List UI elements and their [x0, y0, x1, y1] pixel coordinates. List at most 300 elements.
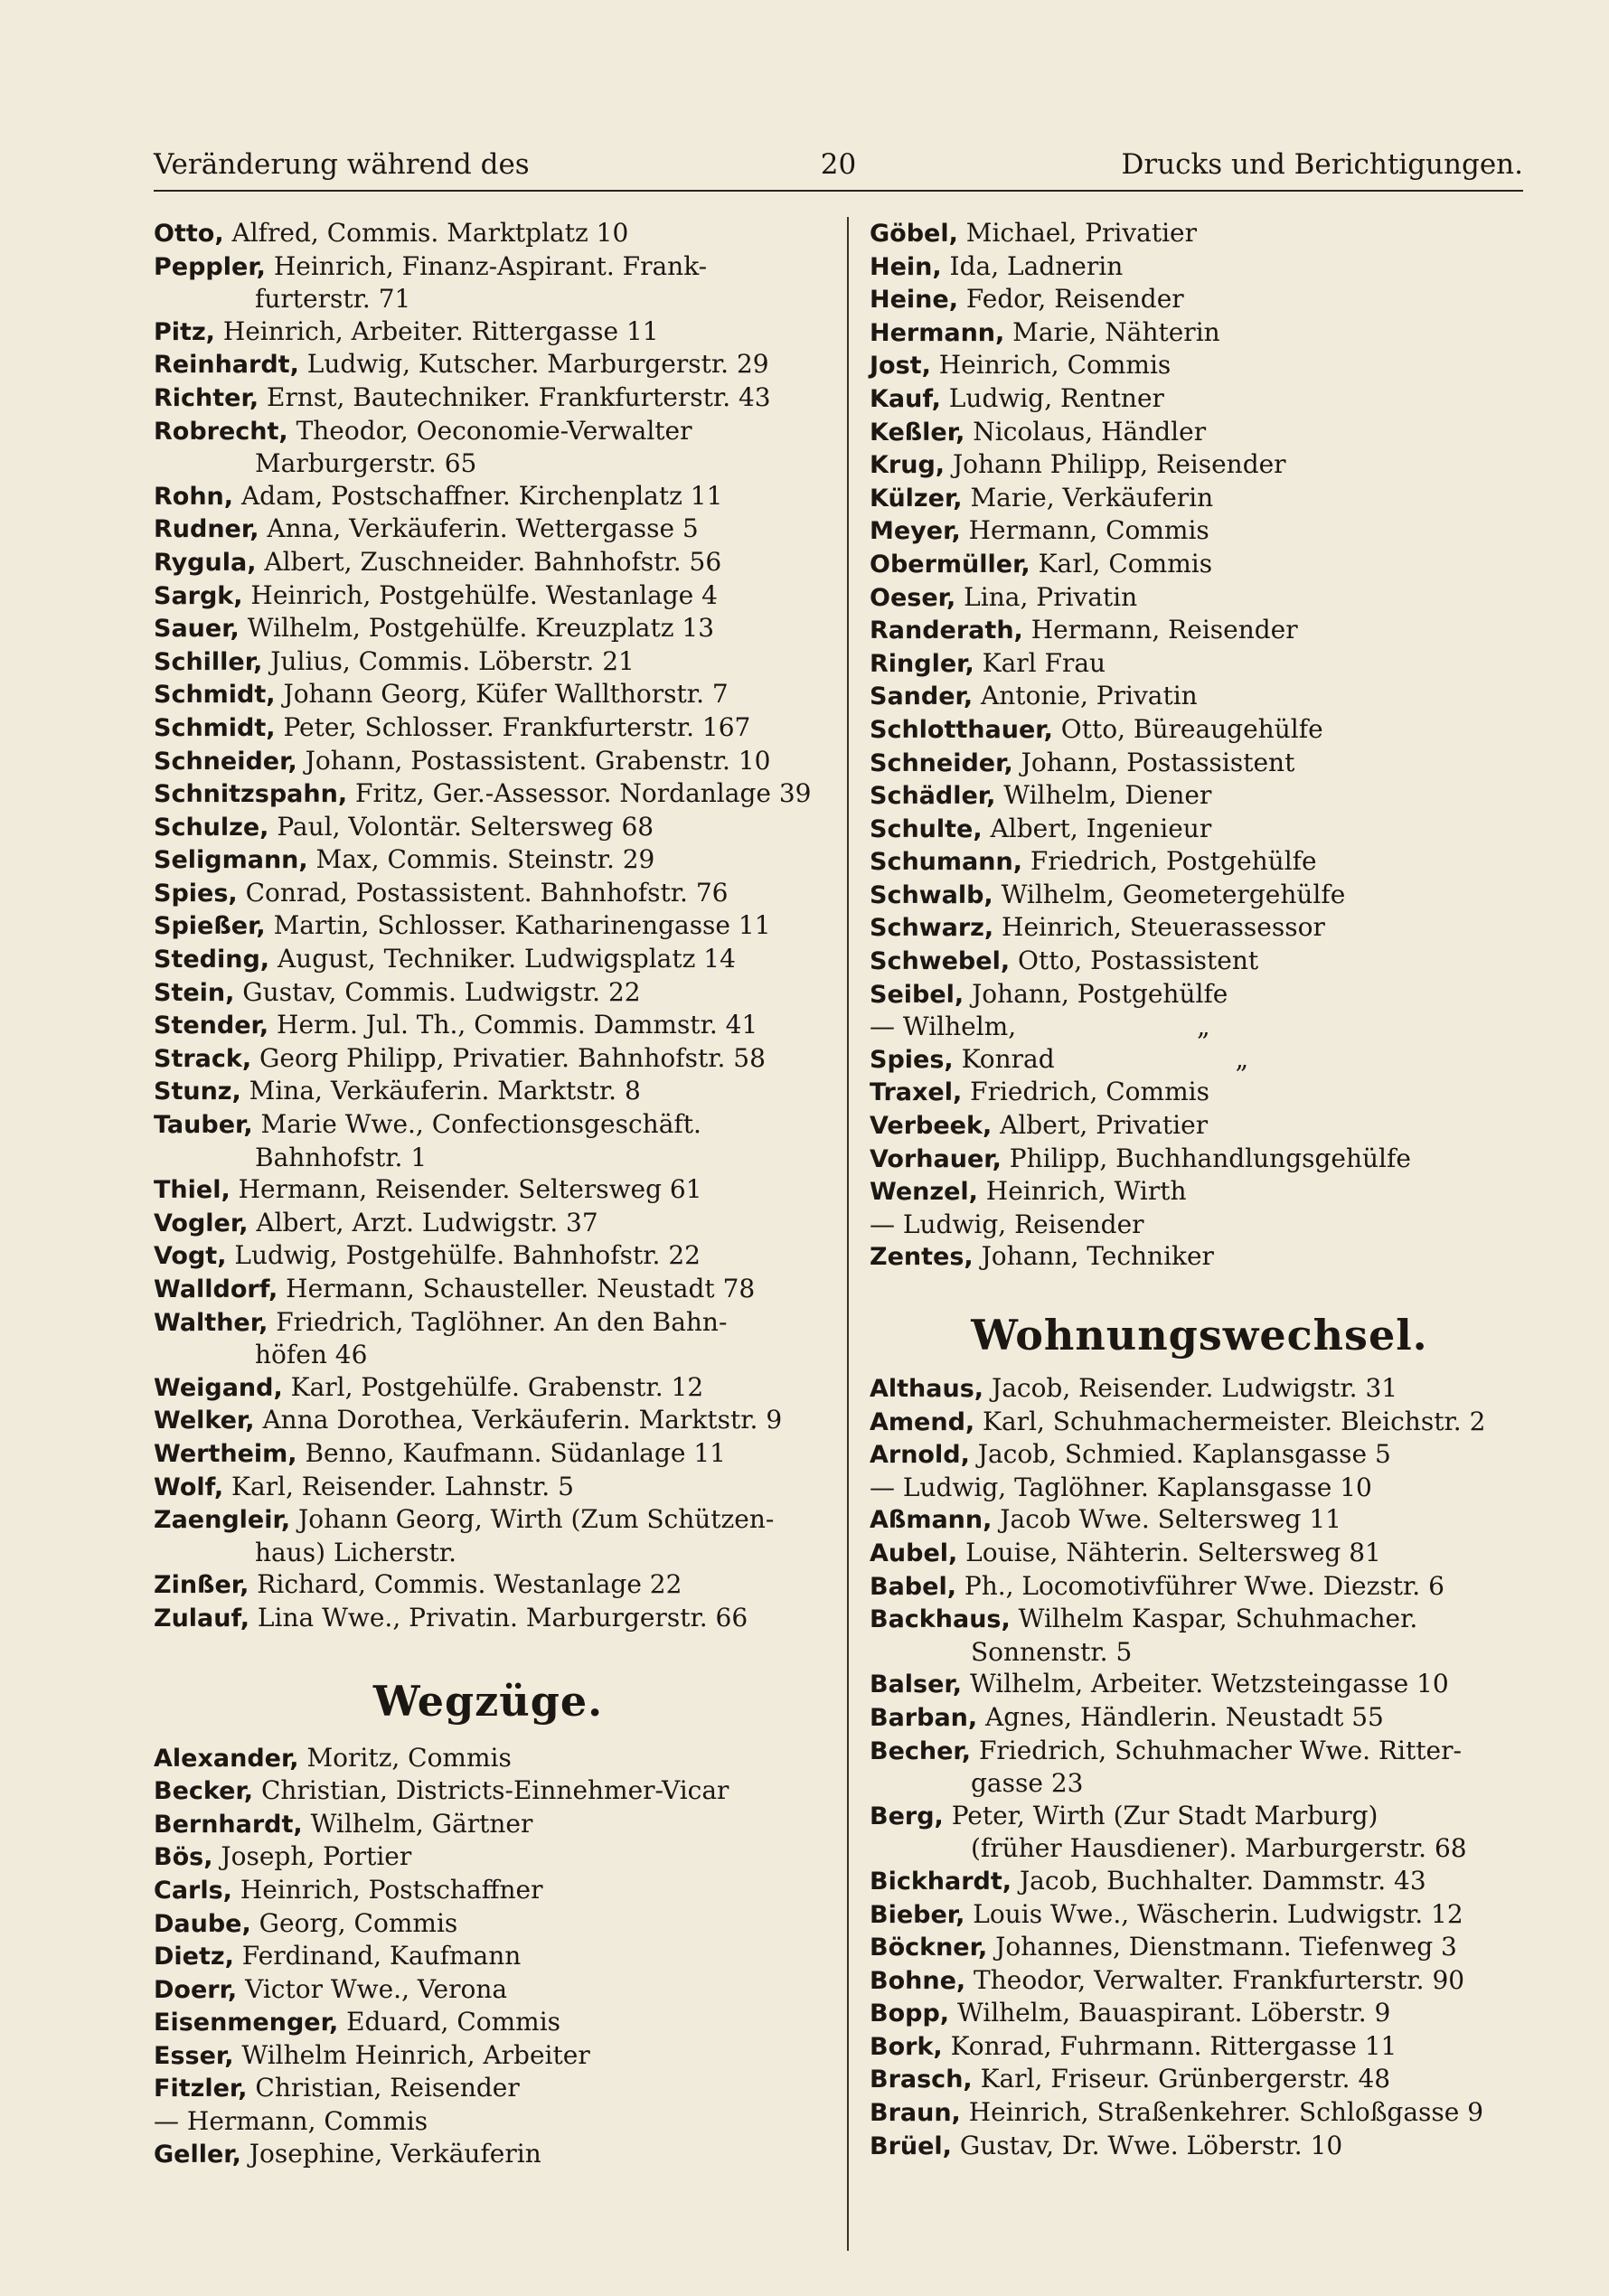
list-item [870, 1800, 1529, 1833]
list-item [870, 779, 1529, 813]
entry-details: Victor Wwe., Verona [237, 1973, 508, 2004]
entry-surname: Reinhardt, [154, 351, 299, 380]
entry-details: Johann Georg, Wirth (Zum Schützen- [290, 1504, 775, 1535]
entry-details: Hermann, Commis [960, 515, 1209, 546]
entry-surname: Doerr, [154, 1975, 238, 2004]
entry-details: Theodor, Oeconomie-Verwalter [287, 415, 692, 446]
entry-surname: Heine, [870, 286, 958, 315]
entry-surname: Wenzel, [870, 1178, 978, 1207]
entry-details: Friedrich, Schuhmacher Wwe. Ritter- [971, 1735, 1462, 1765]
entry-details: Albert, Ingenieur [982, 813, 1212, 843]
list-item [154, 1602, 823, 1635]
entry-surname: Bohne, [870, 1966, 966, 1995]
list-item [154, 1874, 823, 1907]
entry-surname: Althaus, [870, 1375, 984, 1403]
list-item [870, 1898, 1529, 1932]
entry-surname: Obermüller, [870, 550, 1030, 579]
entry-surname: Sauer, [154, 615, 240, 644]
list-item [870, 1209, 1529, 1241]
list-item [870, 1701, 1529, 1735]
entry-continuation: höfen 46 [255, 1340, 368, 1370]
entry-surname: Stender, [154, 1012, 269, 1040]
entry-surname: Becher, [870, 1736, 972, 1765]
entry-surname: Alexander, [154, 1744, 299, 1773]
list-item [154, 1009, 823, 1042]
entry-details: Adam, Postschaffner. Kirchenplatz 11 [233, 480, 723, 511]
entry-details: Karl, Friseur. Grünbergerstr. 48 [972, 2064, 1391, 2094]
entry-details: Hermann, Reisender. Seltersweg 61 [230, 1174, 702, 1205]
header-left: Veränderung während des [154, 148, 530, 181]
entry-details: — Wilhelm, [870, 1012, 1017, 1042]
entry-details: Albert, Privatier [992, 1110, 1209, 1141]
entry-surname: Stein, [154, 978, 235, 1007]
entry-continuation: gasse 23 [971, 1768, 1084, 1799]
entry-details: Heinrich, Postgehülfe. Westanlage 4 [242, 579, 718, 610]
entry-details: Heinrich, Steuerassessor [993, 912, 1325, 943]
entry-details: Conrad, Postassistent. Bahnhofstr. 76 [237, 877, 729, 908]
entry-surname: Robrecht, [154, 417, 288, 446]
list-item [870, 1372, 1529, 1406]
list-item [154, 777, 823, 811]
list-item [870, 548, 1529, 581]
entry-surname: Spies, [154, 879, 238, 908]
entry-surname: Backhaus, [870, 1605, 1011, 1634]
entry-continuation: Bahnhofstr. 1 [255, 1142, 428, 1172]
entry-surname: Schnitzspahn, [154, 780, 348, 809]
entry-surname: Arnold, [870, 1441, 970, 1470]
entry-surname: Zulauf, [154, 1604, 250, 1633]
entry-details: Philipp, Buchhandlungsgehülfe [1001, 1143, 1411, 1173]
entry-surname: Geller, [154, 2140, 241, 2169]
entry-details: Albert, Zuschneider. Bahnhofstr. 56 [256, 546, 722, 577]
entry-details: Jacob, Reisender. Ludwigstr. 31 [983, 1373, 1398, 1403]
list-item [154, 2105, 823, 2138]
list-item [154, 1568, 823, 1602]
list-item [154, 381, 823, 415]
entry-surname: Schiller, [154, 647, 263, 676]
entry-surname: Bös, [154, 1843, 213, 1872]
entry-surname: Schwarz, [870, 914, 994, 943]
column-divider [847, 217, 849, 2251]
list-item [870, 614, 1529, 647]
list-item [870, 416, 1529, 449]
entry-details: Lina, Privatin [955, 581, 1138, 612]
entry-surname: Hermann, [870, 318, 1005, 347]
entry-surname: Rudner, [154, 515, 259, 544]
list-item [870, 1011, 1529, 1043]
entry-details: Julius, Commis. Löberstr. 21 [262, 645, 635, 676]
entry-surname: Daube, [154, 1909, 251, 1938]
list-item [154, 1503, 823, 1537]
entry-details: Theodor, Verwalter. Frankfurterstr. 90 [965, 1964, 1465, 1995]
entry-details: Jacob, Buchhalter. Dammstr. 43 [1012, 1865, 1426, 1896]
list-item [870, 1735, 1529, 1768]
entry-surname: Bickhardt, [870, 1867, 1012, 1896]
entry-surname: Oeser, [870, 583, 956, 612]
list-item [870, 2063, 1529, 2096]
right-entry-list [870, 217, 1529, 1274]
entry-details: Peter, Wirth (Zur Stadt Marburg) [943, 1800, 1378, 1830]
entry-surname: Balser, [870, 1670, 963, 1699]
list-item [870, 1472, 1529, 1504]
list-item [154, 513, 823, 546]
entry-surname: Strack, [154, 1044, 252, 1073]
header-right: Drucks und Berichtigungen. [1121, 148, 1523, 181]
entry-details: Johann Georg, Küfer Wallthorstr. 7 [275, 679, 729, 710]
entry-surname: Welker, [154, 1407, 255, 1435]
entry-details: Karl, Postgehülfe. Grabenstr. 12 [282, 1371, 704, 1402]
entry-details: Anna Dorothea, Verkäuferin. Marktstr. 9 [254, 1405, 783, 1435]
entry-details: Friedrich, Postgehülfe [1021, 846, 1317, 877]
entry-details: Karl, Schuhmachermeister. Bleichstr. 2 [974, 1406, 1486, 1436]
entry-details: Peter, Schlosser. Frankfurterstr. 167 [275, 711, 751, 742]
list-item [870, 1143, 1529, 1176]
entry-details: Wilhelm, Bauaspirant. Löberstr. 9 [949, 1998, 1391, 2028]
entry-surname: Eisenmenger, [154, 2009, 339, 2037]
entry-surname: Weigand, [154, 1373, 283, 1402]
entry-details: Wilhelm Heinrich, Arbeiter [233, 2039, 590, 2070]
entry-details: Heinrich, Arbeiter. Rittergasse 11 [214, 315, 659, 346]
entry-details: Christian, Districts-Einnehmer-Vicar [253, 1775, 729, 1806]
list-item [154, 2138, 823, 2171]
entry-surname: Braun, [870, 2099, 961, 2128]
entry-surname: Schädler, [870, 782, 996, 811]
entry-details: Georg Philipp, Privatier. Bahnhofstr. 58 [251, 1042, 766, 1073]
list-item [870, 1043, 1529, 1077]
list-item [154, 1774, 823, 1808]
entry-details: Gustav, Dr. Wwe. Löberstr. 10 [951, 2130, 1343, 2160]
list-item [154, 1973, 823, 2007]
list-item [870, 349, 1529, 382]
list-item [870, 382, 1529, 416]
entry-surname: Vogler, [154, 1209, 249, 1237]
right-column [870, 217, 1529, 2162]
entry-surname: Jost, [870, 352, 931, 381]
list-item [870, 713, 1529, 747]
entry-surname: Vogt, [154, 1242, 227, 1271]
list-item [154, 943, 823, 976]
list-item [154, 678, 823, 711]
entry-surname: Zentes, [870, 1243, 974, 1272]
entry-details: Ludwig, Postgehülfe. Bahnhofstr. 22 [226, 1240, 701, 1271]
entry-surname: Tauber, [154, 1111, 253, 1140]
list-item [870, 845, 1529, 879]
entry-surname: Zaengleir, [154, 1506, 291, 1535]
entry-details: Konrad [953, 1043, 1055, 1074]
entry-surname: Steding, [154, 946, 270, 974]
entry-details: Max, Commis. Steinstr. 29 [307, 844, 655, 875]
list-item [870, 283, 1529, 316]
list-item [870, 581, 1529, 615]
entry-details: Marie, Nähterin [1004, 316, 1220, 347]
entry-details: Johann, Postassistent. Grabenstr. 10 [296, 745, 771, 776]
list-item [870, 448, 1529, 482]
list-item [870, 945, 1529, 978]
list-item [154, 546, 823, 579]
entry-surname: Otto, [154, 220, 224, 248]
entry-details: Fedor, Reisender [957, 284, 1184, 315]
entry-details: Johann, Postassistent [1012, 747, 1295, 777]
entry-details: Alfred, Commis. Marktplatz 10 [223, 218, 629, 248]
list-item [154, 976, 823, 1010]
list-item [154, 1742, 823, 1775]
ditto-mark: „ [1235, 1043, 1249, 1074]
list-item [870, 1240, 1529, 1274]
entry-details: Antonie, Privatin [973, 681, 1198, 711]
list-item [154, 1173, 823, 1207]
list-item [154, 2006, 823, 2039]
entry-details: Johannes, Dienstmann. Tiefenweg 3 [987, 1932, 1457, 1962]
entry-details: Michael, Privatier [957, 218, 1197, 248]
entry-continuation: Sonnenstr. 5 [971, 1636, 1133, 1667]
entry-details: Herm. Jul. Th., Commis. Dammstr. 41 [268, 1010, 758, 1040]
entry-surname: Keßler, [870, 418, 965, 447]
list-item [154, 843, 823, 877]
list-item [154, 315, 823, 349]
list-item [154, 1371, 823, 1405]
list-item [870, 747, 1529, 780]
list-item [870, 978, 1529, 1012]
entry-details: Paul, Volontär. Seltersweg 68 [268, 811, 654, 842]
list-item [870, 1175, 1529, 1209]
list-item [154, 877, 823, 910]
list-item [870, 217, 1529, 250]
entry-details: — Ludwig, Taglöhner. Kaplansgasse 10 [870, 1472, 1372, 1502]
list-item [154, 1207, 823, 1240]
list-item [870, 1406, 1529, 1439]
list-item [870, 1438, 1529, 1472]
list-item [870, 2096, 1529, 2130]
entry-surname: Schlotthauer, [870, 715, 1053, 744]
entry-details: — Ludwig, Reisender [870, 1209, 1144, 1239]
entry-details: August, Techniker. Ludwigsplatz 14 [269, 944, 736, 974]
entry-details: Christian, Reisender [247, 2073, 520, 2103]
entry-surname: Becker, [154, 1777, 254, 1806]
entry-details: Karl, Reisender. Lahnstr. 5 [223, 1471, 574, 1501]
entry-details: Agnes, Händlerin. Neustadt 55 [977, 1701, 1384, 1732]
entry-surname: Wolf, [154, 1473, 224, 1501]
list-item [870, 1537, 1529, 1570]
list-item [870, 680, 1529, 713]
entry-details: Ph., Locomotivführer Wwe. Diezstr. 6 [955, 1570, 1444, 1601]
entry-surname: Kauf, [870, 384, 941, 413]
entry-surname: Barban, [870, 1703, 978, 1732]
entry-details: Karl, Commis [1030, 548, 1213, 579]
list-item [870, 813, 1529, 846]
entry-continuation: furterstr. 71 [255, 284, 411, 315]
entry-details: Moritz, Commis [298, 1742, 512, 1773]
ditto-mark: „ [1197, 1012, 1210, 1042]
entry-details: Ernst, Bautechniker. Frankfurterstr. 43 [259, 381, 771, 412]
entry-details: Wilhelm, Arbeiter. Wetzsteingasse 10 [962, 1669, 1449, 1699]
entry-details: Mina, Verkäuferin. Marktstr. 8 [240, 1076, 641, 1106]
wegzuege-list [154, 1742, 823, 2171]
list-item [154, 1808, 823, 1841]
entry-surname: Aubel, [870, 1539, 958, 1567]
list-item [154, 811, 823, 844]
list-item [154, 711, 823, 745]
entry-details: Otto, Postassistent [1010, 946, 1259, 976]
list-item [870, 911, 1529, 945]
entry-surname: Böckner, [870, 1934, 988, 1962]
list-item [870, 879, 1529, 912]
entry-surname: Ringler, [870, 649, 974, 678]
list-item [870, 482, 1529, 515]
entry-surname: Schmidt, [154, 713, 276, 742]
list-item [154, 1940, 823, 1973]
entry-details: Joseph, Portier [212, 1841, 412, 1872]
left-entry-list [154, 217, 823, 1635]
list-item [154, 250, 823, 284]
entry-surname: Richter, [154, 383, 259, 412]
list-item [870, 1865, 1529, 1898]
entry-surname: Aßmann, [870, 1506, 993, 1535]
entry-surname: Göbel, [870, 220, 958, 248]
entry-surname: Schulte, [870, 814, 983, 843]
entry-surname: Schneider, [870, 748, 1013, 777]
entry-details: Ferdinand, Kaufmann [233, 1941, 522, 1971]
entry-surname: Bork, [870, 2032, 943, 2061]
entry-details: Wilhelm, Gärtner [302, 1808, 533, 1839]
entry-surname: Schulze, [154, 813, 269, 842]
list-item [870, 316, 1529, 350]
entry-surname: Schwalb, [870, 880, 993, 909]
entry-surname: Bernhardt, [154, 1810, 303, 1839]
list-item [870, 2030, 1529, 2064]
entry-details: Louis Wwe., Wäscherin. Ludwigstr. 12 [964, 1898, 1463, 1929]
entry-surname: Bopp, [870, 2000, 950, 2028]
list-item [154, 1907, 823, 1941]
entry-surname: Seligmann, [154, 846, 308, 875]
list-item [870, 1668, 1529, 1701]
entry-details: Ludwig, Rentner [940, 382, 1164, 413]
entry-surname: Bieber, [870, 1900, 965, 1929]
entry-details: Heinrich, Finanz-Aspirant. Frank- [265, 250, 708, 281]
entry-details: Jacob, Schmied. Kaplansgasse 5 [969, 1439, 1391, 1470]
entry-surname: Rygula, [154, 548, 257, 577]
list-item [870, 1503, 1529, 1537]
entry-details: Johann Philipp, Reisender [945, 449, 1286, 480]
entry-details: Friedrich, Taglöhner. An den Bahn- [268, 1306, 728, 1337]
entry-details: Wilhelm, Geometergehülfe [993, 879, 1346, 909]
entry-details: — Hermann, Commis [154, 2106, 428, 2137]
list-item [154, 1437, 823, 1471]
entry-surname: Fitzler, [154, 2075, 248, 2103]
entry-details: Hermann, Reisender [1022, 615, 1298, 645]
list-item [154, 1840, 823, 1874]
list-item [870, 647, 1529, 681]
list-item [870, 1997, 1529, 2030]
entry-surname: Zinßer, [154, 1571, 249, 1600]
entry-surname: Verbeek, [870, 1112, 993, 1141]
running-header [154, 145, 1523, 192]
entry-surname: Schmidt, [154, 681, 276, 710]
entry-details: Heinrich, Commis [930, 350, 1171, 381]
wohnungswechsel-list [870, 1372, 1529, 2162]
entry-details: Otto, Büreaugehülfe [1052, 713, 1323, 744]
entry-surname: Stunz, [154, 1077, 241, 1106]
entry-details: Heinrich, Wirth [977, 1176, 1187, 1207]
list-item [154, 217, 823, 250]
entry-continuation: haus) Licherstr. [255, 1537, 457, 1567]
entry-details: Wilhelm, Diener [995, 780, 1212, 811]
list-item [154, 348, 823, 381]
list-item [870, 1570, 1529, 1604]
entry-details: Marie Wwe., Confectionsgeschäft. [252, 1109, 701, 1140]
entry-details: Gustav, Commis. Ludwigstr. 22 [234, 976, 641, 1007]
entry-details: Eduard, Commis [338, 2007, 561, 2037]
entry-details: Ida, Ladnerin [941, 250, 1124, 281]
entry-details: Anna, Verkäuferin. Wettergasse 5 [259, 513, 699, 544]
entry-surname: Berg, [870, 1802, 944, 1830]
entry-continuation: Marburgerstr. 65 [255, 448, 477, 479]
entry-details: Johann, Postgehülfe [964, 978, 1228, 1009]
entry-surname: Spießer, [154, 912, 266, 941]
entry-details: Karl Frau [974, 647, 1106, 678]
entry-surname: Peppler, [154, 252, 266, 281]
entry-details: Lina Wwe., Privatin. Marburgerstr. 66 [249, 1602, 748, 1633]
entry-details: Louise, Nähterin. Seltersweg 81 [957, 1537, 1381, 1567]
list-item [870, 1603, 1529, 1636]
list-item [154, 579, 823, 613]
list-item [154, 1404, 823, 1437]
list-item [870, 1964, 1529, 1998]
entry-surname: Thiel, [154, 1176, 231, 1205]
entry-surname: Dietz, [154, 1943, 234, 1971]
list-item [154, 1306, 823, 1340]
list-item [154, 1273, 823, 1306]
list-item [154, 1075, 823, 1108]
list-item [154, 612, 823, 645]
left-column [154, 217, 823, 2170]
entry-surname: Schneider, [154, 747, 297, 776]
page-number: 20 [820, 148, 857, 181]
entry-surname: Hein, [870, 252, 942, 281]
entry-details: Albert, Arzt. Ludwigstr. 37 [248, 1207, 598, 1237]
entry-surname: Walther, [154, 1308, 268, 1337]
entry-details: Ludwig, Kutscher. Marburgerstr. 29 [298, 349, 769, 380]
entry-details: Marie, Verkäuferin [962, 482, 1214, 513]
entry-surname: Babel, [870, 1572, 956, 1601]
entry-details: Georg, Commis [250, 1907, 458, 1938]
entry-surname: Amend, [870, 1407, 975, 1436]
entry-details: Martin, Schlosser. Katharinengasse 11 [265, 910, 771, 941]
entry-surname: Sargk, [154, 581, 243, 610]
entry-surname: Spies, [870, 1045, 954, 1074]
entry-details: Heinrich, Postschaffner [231, 1874, 543, 1905]
entry-details: Wilhelm, Postgehülfe. Kreuzplatz 13 [239, 613, 715, 644]
entry-surname: Meyer, [870, 517, 961, 546]
entry-surname: Sander, [870, 682, 974, 711]
list-item [870, 2130, 1529, 2163]
entry-details: Heinrich, Straßenkehrer. Schloßgasse 9 [960, 2097, 1484, 2128]
entry-surname: Seibel, [870, 980, 964, 1009]
list-item [154, 415, 823, 448]
entry-surname: Wertheim, [154, 1439, 297, 1468]
entry-surname: Traxel, [870, 1078, 963, 1107]
list-item [154, 2072, 823, 2105]
entry-details: Fritz, Ger.-Assessor. Nordanlage 39 [347, 778, 812, 809]
entry-surname: Walldorf, [154, 1275, 278, 1303]
entry-details: Hermann, Schausteller. Neustadt 78 [278, 1274, 756, 1303]
entry-surname: Brüel, [870, 2131, 952, 2160]
list-item [870, 250, 1529, 284]
entry-details: Friedrich, Commis [962, 1077, 1209, 1107]
section-title-wohnungswechsel: Wohnungswechsel. [971, 1311, 1428, 1360]
list-item [154, 1108, 823, 1142]
entry-surname: Külzer, [870, 484, 963, 513]
entry-surname: Schwebel, [870, 947, 1011, 976]
